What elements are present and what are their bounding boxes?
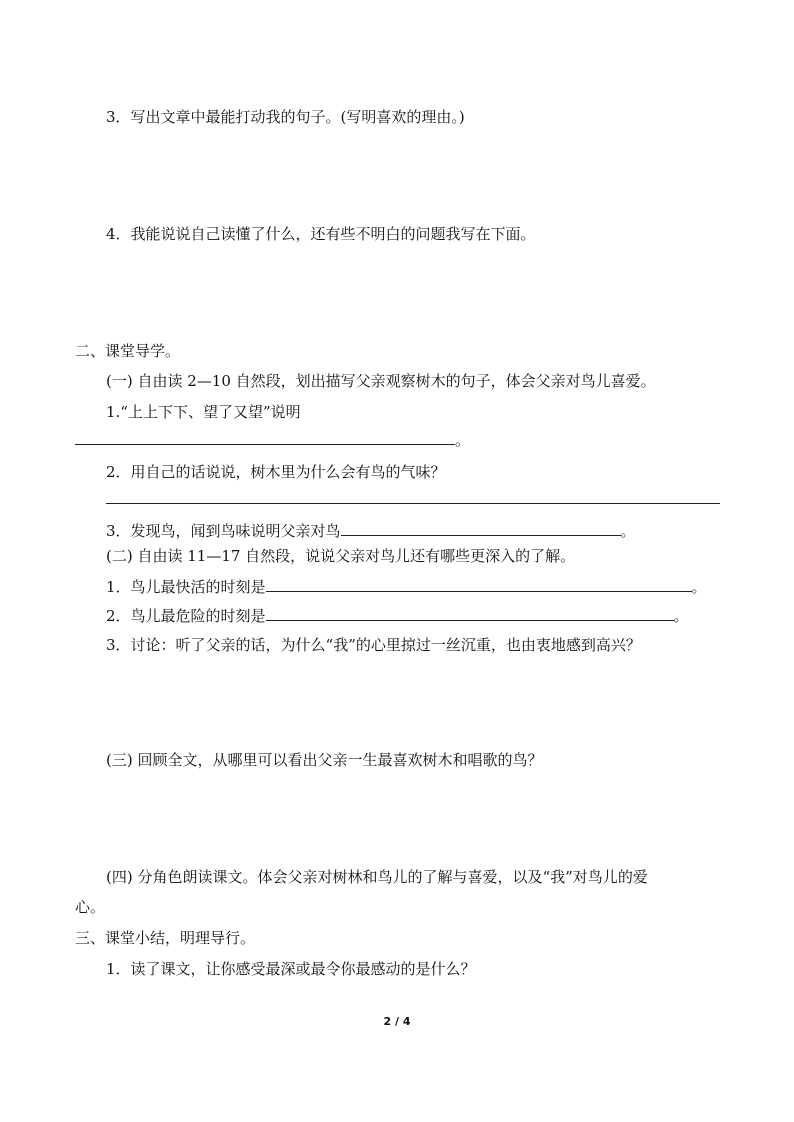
answer-blank[interactable] — [266, 576, 692, 592]
part-2-q2: 2．鸟儿最危险的时刻是 。 — [106, 607, 689, 625]
part-2-title: (二) 自由读 11—17 自然段，说说父亲对鸟儿还有哪些更深入的了解。 — [106, 547, 576, 565]
part-2-q1: 1．鸟儿最快活的时刻是 。 — [106, 578, 707, 596]
part-2-q3: 3．讨论：听了父亲的话，为什么“我”的心里掠过一丝沉重，也由衷地感到高兴？ — [106, 636, 641, 654]
part-1-title: (一) 自由读 2—10 自然段，划出描写父亲观察树木的句子，体会父亲对鸟儿喜爱。 — [106, 372, 656, 390]
part-1-q2: 2．用自己的话说说，树木里为什么会有鸟的气味？ — [106, 463, 446, 481]
section-3-q1: 1．读了课文，让你感受最深或最令你最感动的是什么？ — [106, 960, 476, 978]
answer-blank[interactable] — [75, 429, 455, 445]
section-3-heading: 三、课堂小结，明理导行。 — [75, 929, 256, 947]
section-2-heading: 二、课堂导学。 — [75, 342, 181, 360]
answer-blank[interactable] — [266, 605, 674, 621]
part-1-q3: 3．发现鸟，闻到鸟味说明父亲对鸟 。 — [106, 522, 636, 540]
part-4-line-1: (四) 分角色朗读课文。体会父亲对树林和鸟儿的了解与喜爱，以及“我”对鸟儿的爱 — [106, 868, 648, 886]
part-1-q1-answer-line: 。 — [75, 429, 470, 451]
part-3-title: (三) 回顾全文，从哪里可以看出父亲一生最喜欢树木和唱歌的鸟？ — [106, 751, 543, 769]
part-1-q1-prompt: 1.“上上下下、望了又望”说明 — [106, 403, 301, 421]
answer-blank[interactable] — [341, 520, 621, 536]
part-1-q2-answer-line[interactable] — [106, 503, 720, 504]
question-4: 4．我能说说自己读懂了什么，还有些不明白的问题我写在下面。 — [106, 225, 536, 243]
page-number: 2 / 4 — [383, 1015, 411, 1028]
part-4-line-2: 心。 — [75, 898, 106, 916]
question-3: 3．写出文章中最能打动我的句子。(写明喜欢的理由。) — [106, 108, 465, 126]
